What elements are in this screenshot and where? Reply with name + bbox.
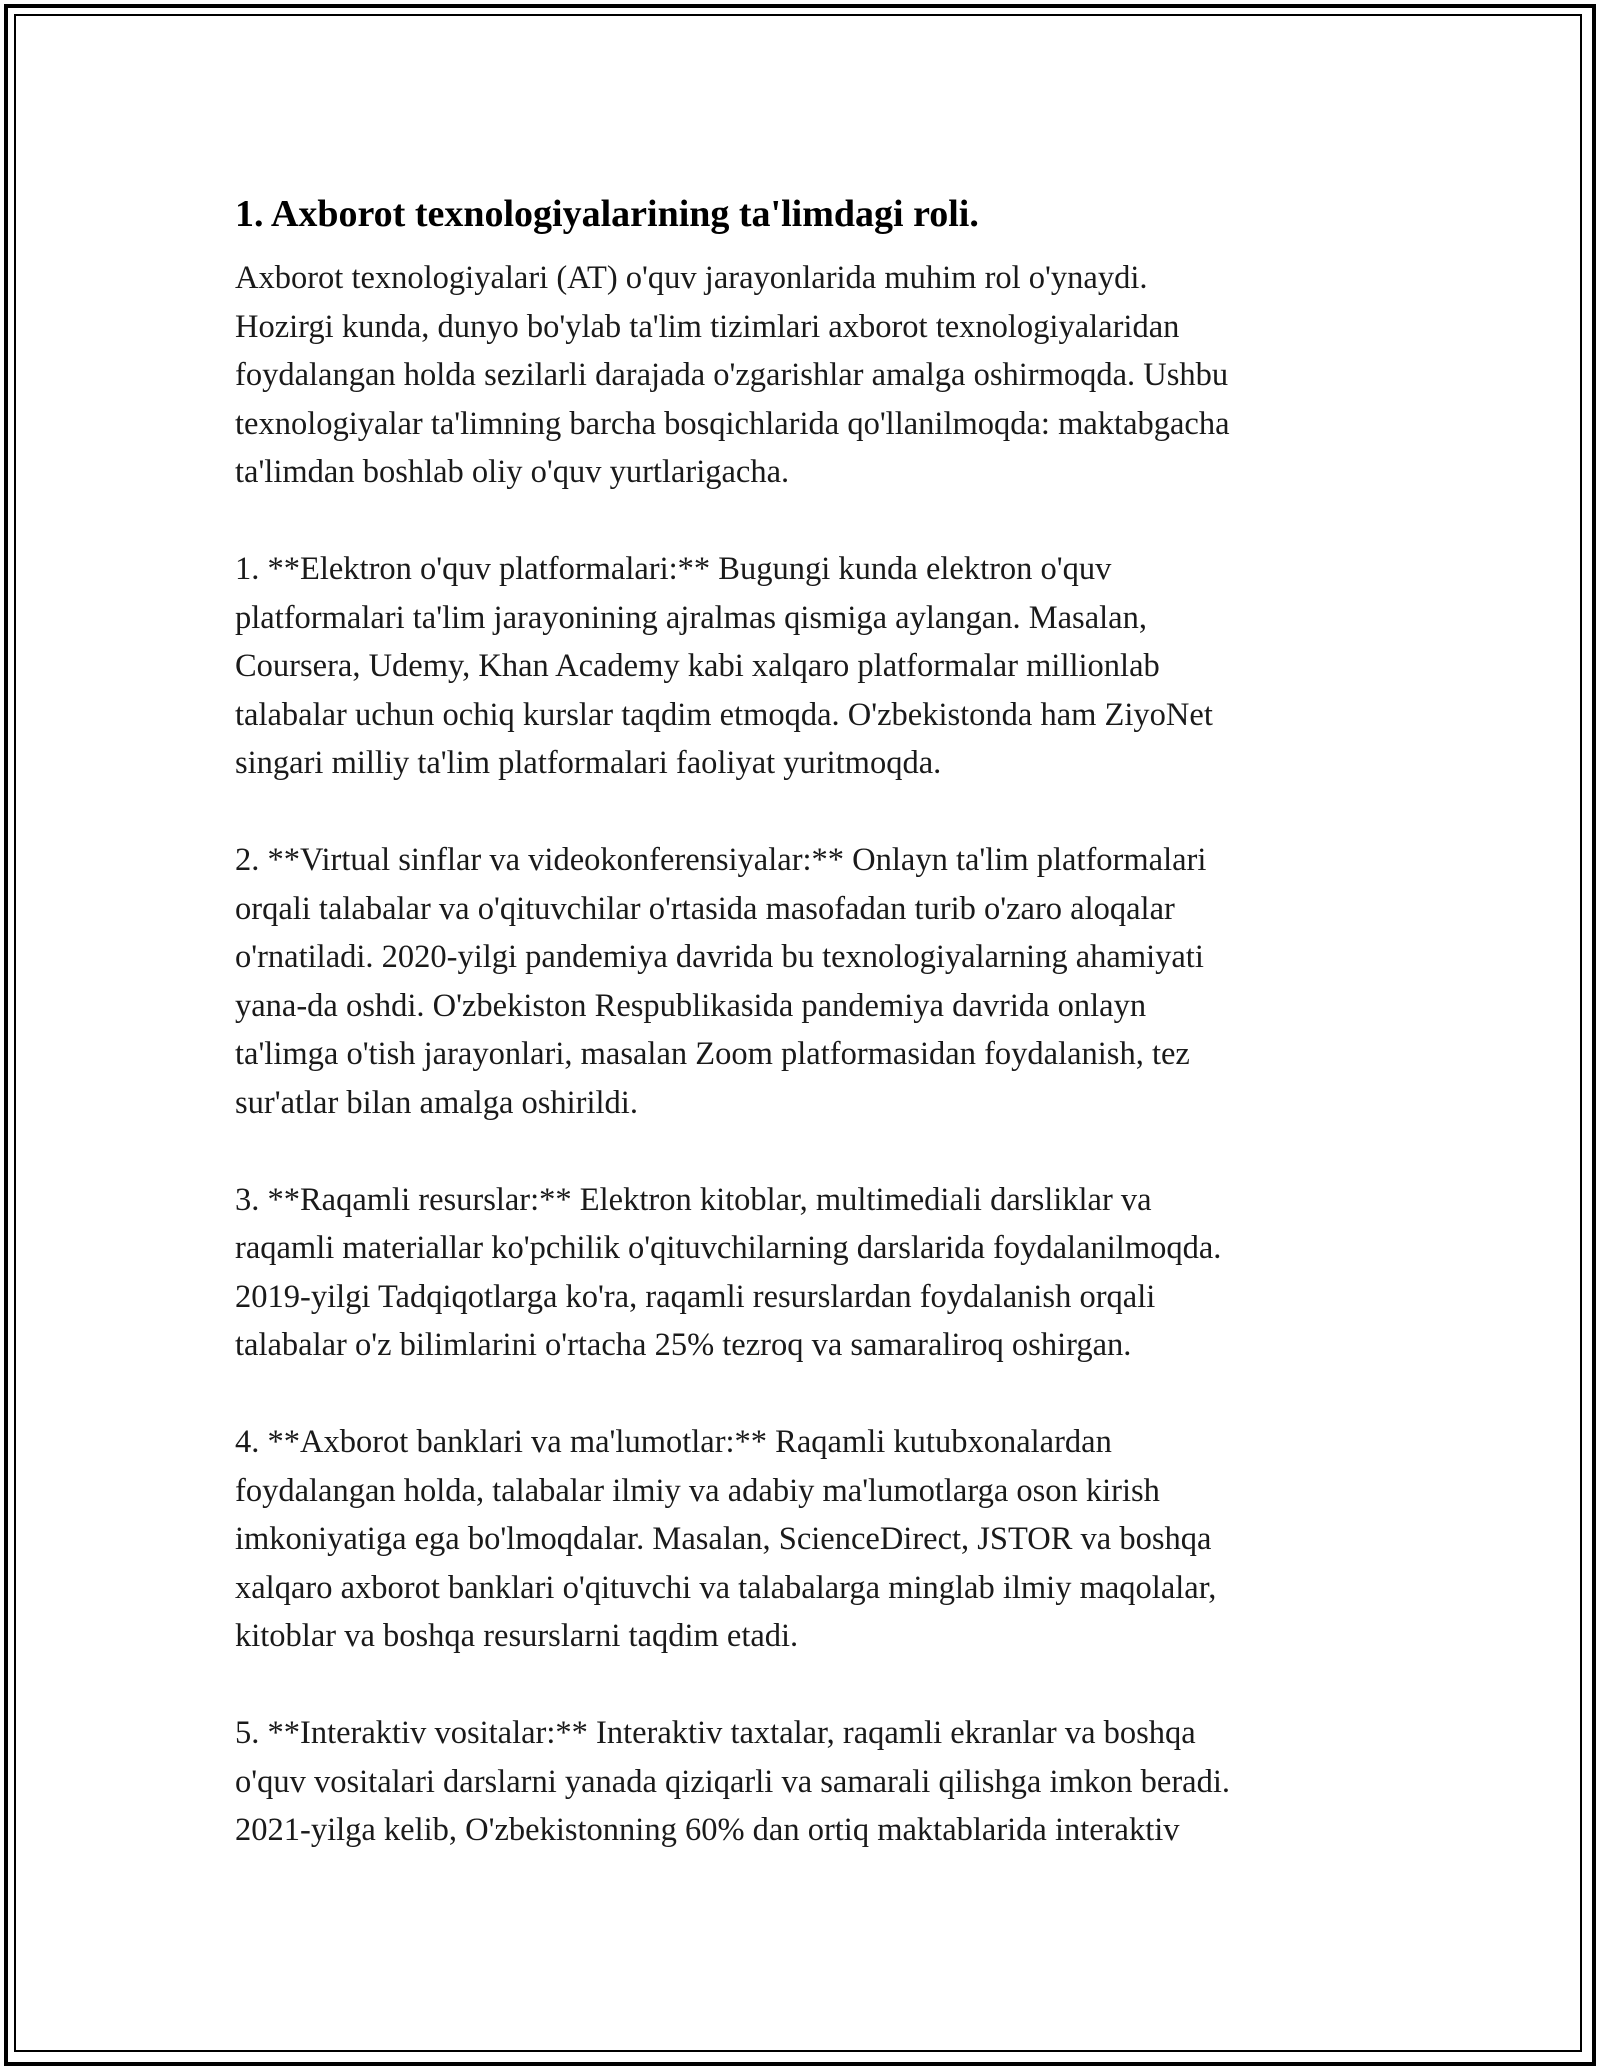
text-line: Hozirgi kunda, dunyo bo'ylab ta'lim tizimlari axborot texnologiyalaridan	[235, 308, 1180, 345]
text-line: ta'limdan boshlab oliy o'quv yurtlarigacha.	[235, 454, 790, 490]
text-line: 2. **Virtual sinflar va videokonferensiyalar:** Onlayn ta'lim platformalari	[235, 842, 1207, 878]
text-line: imkoniyatiga ega bo'lmoqdalar. Masalan, ScienceDirect, JSTOR va boshqa	[235, 1521, 1212, 1557]
text-line: 3. **Raqamli resurslar:** Elektron kitoblar, multimediali darsliklar va	[235, 1181, 1152, 1218]
text-line: 2019-yilgi Tadqiqotlarga ko'ra, raqamli resurslardan foydalanish orqali	[235, 1278, 1156, 1315]
text-line: yana-da oshdi. O'zbekiston Respublikasida pandemiya davrida onlayn	[235, 987, 1147, 1024]
document-body	[235, 188, 1375, 1903]
paragraph-item-3	[235, 1176, 1375, 1370]
paragraph-item-1	[235, 545, 1375, 788]
text-line: 5. **Interaktiv vositalar:** Interaktiv taxtalar, raqamli ekranlar va boshqa	[235, 1715, 1196, 1751]
text-line: texnologiyalar ta'limning barcha bosqichlarida qo'llanilmoqda: maktabgacha	[235, 405, 1230, 442]
text-line: raqamli materiallar ko'pchilik o'qituvchilarning darslarida foydalanilmoqda.	[235, 1230, 1222, 1266]
text-line: foydalangan holda, talabalar ilmiy va adabiy ma'lumotlarga oson kirish	[235, 1472, 1160, 1509]
text-line: talabalar uchun ochiq kurslar taqdim etmoqda. O'zbekistonda ham ZiyoNet	[235, 696, 1213, 733]
section-heading: 1. Axborot texnologiyalarining ta'limdagi roli.	[235, 193, 979, 235]
text-line: Coursera, Udemy, Khan Academy kabi xalqaro platformalar millionlab	[235, 648, 1160, 684]
text-line: 1. **Elektron o'quv platformalari:** Bugungi kunda elektron o'quv	[235, 551, 1112, 587]
text-line: singari milliy ta'lim platformalari faoliyat yuritmoqda.	[235, 745, 942, 781]
paragraph-item-4	[235, 1418, 1375, 1661]
text-line: orqali talabalar va o'qituvchilar o'rtasida masofadan turib o'zaro aloqalar	[235, 890, 1175, 927]
paragraph-item-2	[235, 836, 1375, 1127]
paragraph-intro	[235, 254, 1375, 497]
text-line: foydalangan holda sezilarli darajada o'zgarishlar amalga oshirmoqda. Ushbu	[235, 357, 1229, 393]
text-line: o'rnatiladi. 2020-yilgi pandemiya davrida bu texnologiyalarning ahamiyati	[235, 939, 1204, 975]
paragraph-item-5	[235, 1709, 1375, 1855]
text-line: ta'limga o'tish jarayonlari, masalan Zoom platformasidan foydalanish, tez	[235, 1036, 1190, 1072]
text-line: talabalar o'z bilimlarini o'rtacha 25% tezroq va samaraliroq oshirgan.	[235, 1327, 1132, 1363]
text-line: 4. **Axborot banklari va ma'lumotlar:** Raqamli kutubxonalardan	[235, 1424, 1112, 1460]
text-line: platformalari ta'lim jarayonining ajralmas qismiga aylangan. Masalan,	[235, 599, 1147, 636]
text-line: xalqaro axborot banklari o'qituvchi va talabalarga minglab ilmiy maqolalar,	[235, 1569, 1217, 1606]
text-line: 2021-yilga kelib, O'zbekistonning 60% dan ortiq maktablarida interaktiv	[235, 1812, 1180, 1848]
text-line: sur'atlar bilan amalga oshirildi.	[235, 1084, 638, 1121]
text-line: Axborot texnologiyalari (AT) o'quv jarayonlarida muhim rol o'ynaydi.	[235, 260, 1148, 296]
text-line: o'quv vositalari darslarni yanada qiziqarli va samarali qilishga imkon beradi.	[235, 1763, 1230, 1800]
text-line: kitoblar va boshqa resurslarni taqdim etadi.	[235, 1618, 799, 1654]
